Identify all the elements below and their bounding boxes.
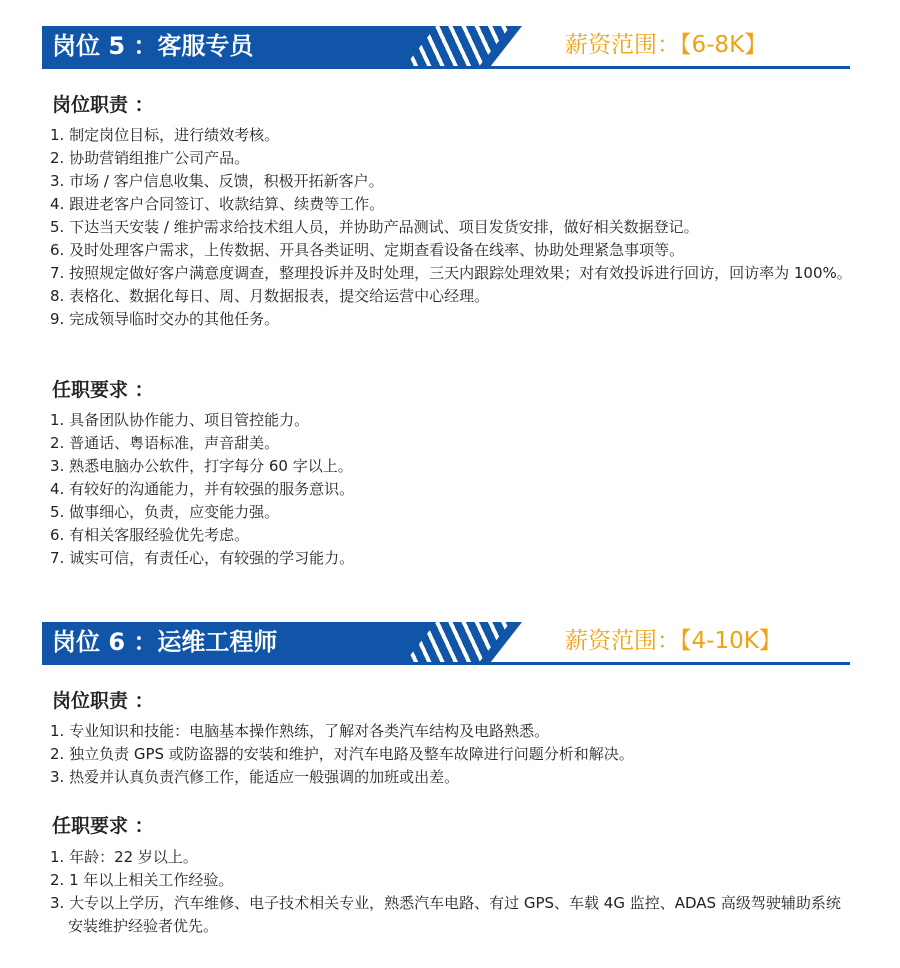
requirement-item: 4. 有较好的沟通能力，并有较强的服务意识。	[50, 480, 355, 498]
requirements-list	[50, 409, 855, 570]
duty-item: 4. 跟进老客户合同签订、收款结算、续费等工作。	[50, 195, 385, 213]
duty-item: 7. 按照规定做好客户满意度调查，整理投诉并及时处理，三天内跟踪处理效果；对有效投诉进行回访，回访率为 100%。	[50, 264, 852, 282]
requirement-item: 1. 具备团队协作能力、项目管控能力。	[50, 411, 310, 429]
job-section-5	[0, 26, 900, 567]
duties-heading: 岗位职责 ：	[52, 690, 154, 712]
duty-item: 1. 制定岗位目标，进行绩效考核。	[50, 126, 280, 144]
header-underline	[42, 662, 850, 665]
duty-item: 1. 专业知识和技能：电脑基本操作熟练，了解对各类汽车结构及电路熟悉。	[50, 722, 550, 740]
duty-item: 3. 热爱并认真负责汽修工作，能适应一般强调的加班或出差。	[50, 768, 460, 786]
duty-item: 2. 协助营销组推广公司产品。	[50, 149, 250, 167]
requirements-list	[50, 846, 855, 938]
header-underline	[42, 66, 850, 69]
job-section-6	[0, 622, 900, 935]
requirement-item: 2. 1 年以上相关工作经验。	[50, 871, 234, 889]
requirement-item: 3. 熟悉电脑办公软件，打字每分 60 字以上。	[50, 457, 353, 475]
job-header	[0, 26, 900, 72]
requirement-item: 2. 普通话、粤语标准，声音甜美。	[50, 434, 280, 452]
requirement-item: 6. 有相关客服经验优先考虑。	[50, 526, 250, 544]
salary-range: 薪资范围：【6-8K】	[565, 32, 768, 58]
duty-item: 2. 独立负责 GPS 或防盗器的安装和维护，对汽车电路及整车故障进行问题分析和解决。	[50, 745, 634, 763]
duties-heading: 岗位职责 ：	[52, 94, 154, 116]
salary-range: 薪资范围：【4-10K】	[565, 628, 782, 654]
requirement-item: 7. 诚实可信，有责任心，有较强的学习能力。	[50, 549, 355, 567]
duty-item: 9. 完成领导临时交办的其他任务。	[50, 310, 280, 328]
job-title: 岗位 6 ：运维工程师	[52, 628, 278, 656]
job-title: 岗位 5 ：客服专员	[52, 32, 254, 60]
requirements-heading: 任职要求 ：	[52, 379, 154, 401]
requirement-item: 5. 做事细心，负责，应变能力强。	[50, 503, 280, 521]
requirement-item: 3. 大专以上学历，汽车维修、电子技术相关专业，熟悉汽车电路、有过 GPS、车载 4G 监控、ADAS 高级驾驶辅助系统安装维护经验者优先。	[50, 894, 841, 935]
duty-item: 6. 及时处理客户需求，上传数据、开具各类证明、定期查看设备在线率、协助处理紧急事项等。	[50, 241, 685, 259]
duty-item: 8. 表格化、数据化每日、周、月数据报表，提交给运营中心经理。	[50, 287, 490, 305]
requirements-heading: 任职要求 ：	[52, 815, 154, 837]
duties-list	[50, 124, 855, 331]
duty-item: 3. 市场 / 客户信息收集、反馈，积极开拓新客户。	[50, 172, 384, 190]
duties-list	[50, 720, 855, 789]
requirement-item: 1. 年龄：22 岁以上。	[50, 848, 198, 866]
duty-item: 5. 下达当天安装 / 维护需求给技术组人员，并协助产品测试、项目发货安排，做好相关数据登记。	[50, 218, 699, 236]
job-header	[0, 622, 900, 668]
